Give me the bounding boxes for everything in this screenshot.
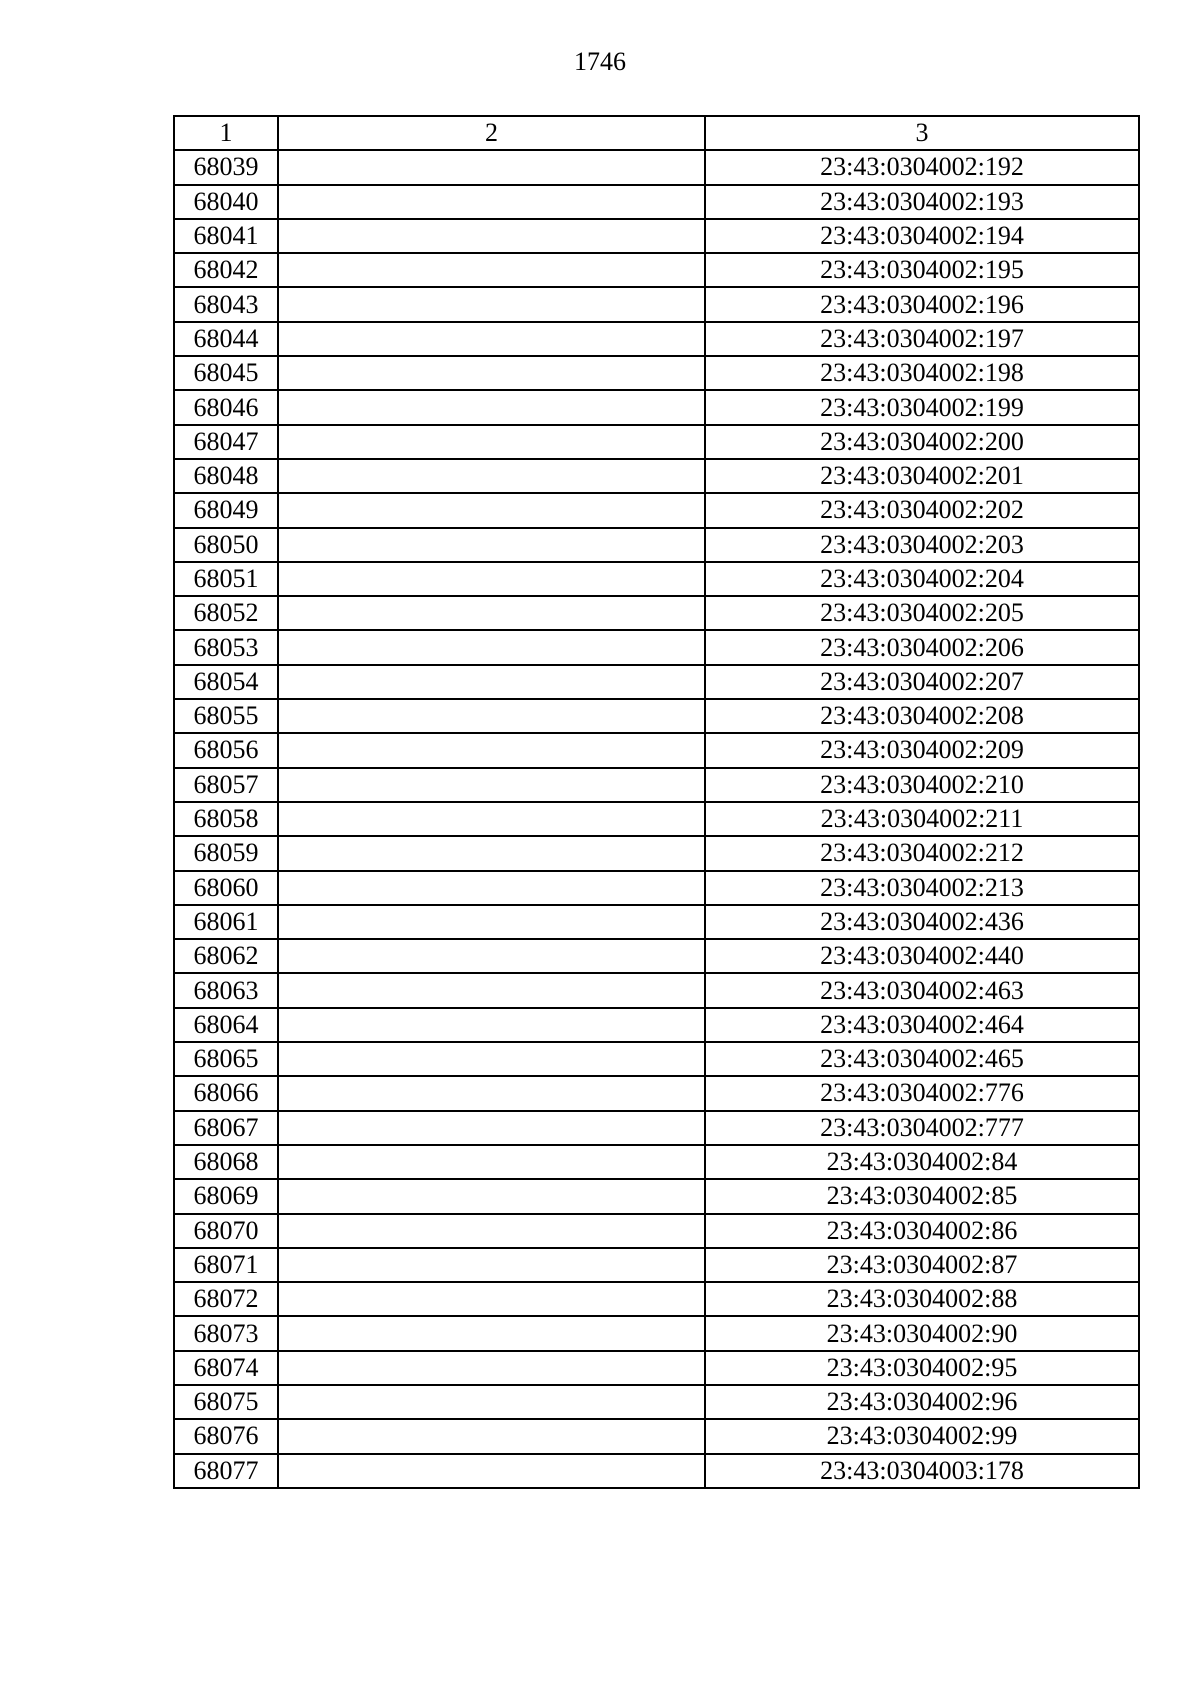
cadastral-number-cell: 23:43:0304002:465 xyxy=(705,1042,1139,1076)
row-number-cell: 68069 xyxy=(174,1179,278,1213)
table-row xyxy=(174,1248,1139,1282)
cadastral-number-cell: 23:43:0304002:440 xyxy=(705,939,1139,973)
table-row xyxy=(174,1042,1139,1076)
row-name-cell xyxy=(278,356,705,390)
row-number-cell: 68067 xyxy=(174,1111,278,1145)
row-number-cell: 68072 xyxy=(174,1282,278,1316)
row-number-cell: 68059 xyxy=(174,836,278,870)
table-row xyxy=(174,185,1139,219)
cadastral-number-cell: 23:43:0304002:777 xyxy=(705,1111,1139,1145)
row-name-cell xyxy=(278,733,705,767)
cadastral-number-cell: 23:43:0304003:178 xyxy=(705,1454,1139,1488)
row-number-cell: 68054 xyxy=(174,665,278,699)
row-name-cell xyxy=(278,150,705,184)
row-name-cell xyxy=(278,768,705,802)
row-name-cell xyxy=(278,1111,705,1145)
row-number-cell: 68075 xyxy=(174,1385,278,1419)
row-number-cell: 68052 xyxy=(174,596,278,630)
table-row xyxy=(174,733,1139,767)
cadastral-number-cell: 23:43:0304002:86 xyxy=(705,1214,1139,1248)
table-row xyxy=(174,253,1139,287)
row-number-cell: 68039 xyxy=(174,150,278,184)
row-name-cell xyxy=(278,322,705,356)
row-name-cell xyxy=(278,1454,705,1488)
row-name-cell xyxy=(278,562,705,596)
table-row xyxy=(174,1179,1139,1213)
table-row xyxy=(174,219,1139,253)
table-row xyxy=(174,905,1139,939)
row-name-cell xyxy=(278,596,705,630)
cadastral-number-cell: 23:43:0304002:201 xyxy=(705,459,1139,493)
table-row xyxy=(174,425,1139,459)
table-row xyxy=(174,836,1139,870)
cadastral-number-cell: 23:43:0304002:193 xyxy=(705,185,1139,219)
table-row xyxy=(174,493,1139,527)
row-name-cell xyxy=(278,185,705,219)
cadastral-number-cell: 23:43:0304002:84 xyxy=(705,1145,1139,1179)
table-row xyxy=(174,699,1139,733)
cadastral-number-cell: 23:43:0304002:436 xyxy=(705,905,1139,939)
cadastral-number-cell: 23:43:0304002:197 xyxy=(705,322,1139,356)
table-row xyxy=(174,322,1139,356)
cadastral-number-cell: 23:43:0304002:195 xyxy=(705,253,1139,287)
row-name-cell xyxy=(278,699,705,733)
row-name-cell xyxy=(278,1145,705,1179)
cadastral-number-cell: 23:43:0304002:202 xyxy=(705,493,1139,527)
table-row xyxy=(174,630,1139,664)
row-name-cell xyxy=(278,871,705,905)
cadastral-number-cell: 23:43:0304002:199 xyxy=(705,390,1139,424)
cadastral-number-cell: 23:43:0304002:192 xyxy=(705,150,1139,184)
table-row xyxy=(174,1145,1139,1179)
row-number-cell: 68074 xyxy=(174,1351,278,1385)
cadastral-number-cell: 23:43:0304002:211 xyxy=(705,802,1139,836)
table-row xyxy=(174,665,1139,699)
cadastral-number-cell: 23:43:0304002:210 xyxy=(705,768,1139,802)
row-name-cell xyxy=(278,253,705,287)
table-row xyxy=(174,871,1139,905)
cadastral-number-cell: 23:43:0304002:85 xyxy=(705,1179,1139,1213)
cadastral-number-cell: 23:43:0304002:205 xyxy=(705,596,1139,630)
cadastral-number-cell: 23:43:0304002:776 xyxy=(705,1076,1139,1110)
cadastral-number-cell: 23:43:0304002:88 xyxy=(705,1282,1139,1316)
row-number-cell: 68050 xyxy=(174,528,278,562)
row-name-cell xyxy=(278,1076,705,1110)
row-name-cell xyxy=(278,425,705,459)
row-name-cell xyxy=(278,528,705,562)
row-number-cell: 68055 xyxy=(174,699,278,733)
row-number-cell: 68044 xyxy=(174,322,278,356)
row-name-cell xyxy=(278,1214,705,1248)
row-name-cell xyxy=(278,1385,705,1419)
table-row xyxy=(174,1419,1139,1453)
row-name-cell xyxy=(278,1351,705,1385)
cadastral-number-cell: 23:43:0304002:194 xyxy=(705,219,1139,253)
column-header-1: 1 xyxy=(174,116,278,150)
table-row xyxy=(174,973,1139,1007)
table-row xyxy=(174,287,1139,321)
table-row xyxy=(174,1214,1139,1248)
register-table xyxy=(173,115,1140,1489)
table-row xyxy=(174,1385,1139,1419)
cadastral-number-cell: 23:43:0304002:90 xyxy=(705,1316,1139,1350)
row-number-cell: 68077 xyxy=(174,1454,278,1488)
table-row xyxy=(174,802,1139,836)
row-name-cell xyxy=(278,905,705,939)
row-number-cell: 68046 xyxy=(174,390,278,424)
table-row xyxy=(174,768,1139,802)
table-row xyxy=(174,356,1139,390)
table-row xyxy=(174,939,1139,973)
table-row xyxy=(174,528,1139,562)
table-row xyxy=(174,390,1139,424)
cadastral-number-cell: 23:43:0304002:99 xyxy=(705,1419,1139,1453)
cadastral-number-cell: 23:43:0304002:213 xyxy=(705,871,1139,905)
cadastral-number-cell: 23:43:0304002:198 xyxy=(705,356,1139,390)
row-number-cell: 68040 xyxy=(174,185,278,219)
table-row xyxy=(174,1008,1139,1042)
row-number-cell: 68076 xyxy=(174,1419,278,1453)
row-number-cell: 68070 xyxy=(174,1214,278,1248)
row-name-cell xyxy=(278,1248,705,1282)
row-number-cell: 68061 xyxy=(174,905,278,939)
row-number-cell: 68063 xyxy=(174,973,278,1007)
cadastral-number-cell: 23:43:0304002:463 xyxy=(705,973,1139,1007)
row-name-cell xyxy=(278,219,705,253)
row-number-cell: 68051 xyxy=(174,562,278,596)
table-row xyxy=(174,596,1139,630)
table-row xyxy=(174,1351,1139,1385)
cadastral-number-cell: 23:43:0304002:208 xyxy=(705,699,1139,733)
table-row xyxy=(174,1111,1139,1145)
column-header-2: 2 xyxy=(278,116,705,150)
row-name-cell xyxy=(278,1042,705,1076)
cadastral-number-cell: 23:43:0304002:206 xyxy=(705,630,1139,664)
row-name-cell xyxy=(278,802,705,836)
table-row xyxy=(174,150,1139,184)
row-number-cell: 68049 xyxy=(174,493,278,527)
row-name-cell xyxy=(278,836,705,870)
row-name-cell xyxy=(278,287,705,321)
cadastral-number-cell: 23:43:0304002:196 xyxy=(705,287,1139,321)
row-number-cell: 68062 xyxy=(174,939,278,973)
row-number-cell: 68065 xyxy=(174,1042,278,1076)
row-number-cell: 68068 xyxy=(174,1145,278,1179)
table-row xyxy=(174,1282,1139,1316)
row-name-cell xyxy=(278,1419,705,1453)
row-number-cell: 68048 xyxy=(174,459,278,493)
row-name-cell xyxy=(278,1008,705,1042)
row-number-cell: 68041 xyxy=(174,219,278,253)
table-row xyxy=(174,1454,1139,1488)
table-row xyxy=(174,459,1139,493)
row-number-cell: 68066 xyxy=(174,1076,278,1110)
table-row xyxy=(174,1076,1139,1110)
row-name-cell xyxy=(278,493,705,527)
row-number-cell: 68047 xyxy=(174,425,278,459)
row-number-cell: 68043 xyxy=(174,287,278,321)
row-number-cell: 68045 xyxy=(174,356,278,390)
row-number-cell: 68056 xyxy=(174,733,278,767)
row-number-cell: 68071 xyxy=(174,1248,278,1282)
cadastral-number-cell: 23:43:0304002:204 xyxy=(705,562,1139,596)
row-number-cell: 68064 xyxy=(174,1008,278,1042)
row-name-cell xyxy=(278,665,705,699)
row-name-cell xyxy=(278,1282,705,1316)
row-name-cell xyxy=(278,1179,705,1213)
row-name-cell xyxy=(278,630,705,664)
row-number-cell: 68042 xyxy=(174,253,278,287)
row-number-cell: 68060 xyxy=(174,871,278,905)
page-number: 1746 xyxy=(574,47,626,76)
column-header-3: 3 xyxy=(705,116,1139,150)
cadastral-number-cell: 23:43:0304002:207 xyxy=(705,665,1139,699)
row-name-cell xyxy=(278,1316,705,1350)
row-number-cell: 68057 xyxy=(174,768,278,802)
row-name-cell xyxy=(278,390,705,424)
row-number-cell: 68053 xyxy=(174,630,278,664)
table-row xyxy=(174,1316,1139,1350)
cadastral-number-cell: 23:43:0304002:209 xyxy=(705,733,1139,767)
row-number-cell: 68073 xyxy=(174,1316,278,1350)
table-header-row xyxy=(174,116,1139,150)
cadastral-number-cell: 23:43:0304002:464 xyxy=(705,1008,1139,1042)
cadastral-number-cell: 23:43:0304002:96 xyxy=(705,1385,1139,1419)
cadastral-number-cell: 23:43:0304002:212 xyxy=(705,836,1139,870)
table-row xyxy=(174,562,1139,596)
cadastral-number-cell: 23:43:0304002:200 xyxy=(705,425,1139,459)
cadastral-number-cell: 23:43:0304002:95 xyxy=(705,1351,1139,1385)
row-name-cell xyxy=(278,459,705,493)
cadastral-number-cell: 23:43:0304002:203 xyxy=(705,528,1139,562)
row-name-cell xyxy=(278,939,705,973)
cadastral-number-cell: 23:43:0304002:87 xyxy=(705,1248,1139,1282)
table-body xyxy=(174,150,1139,1488)
row-name-cell xyxy=(278,973,705,1007)
row-number-cell: 68058 xyxy=(174,802,278,836)
